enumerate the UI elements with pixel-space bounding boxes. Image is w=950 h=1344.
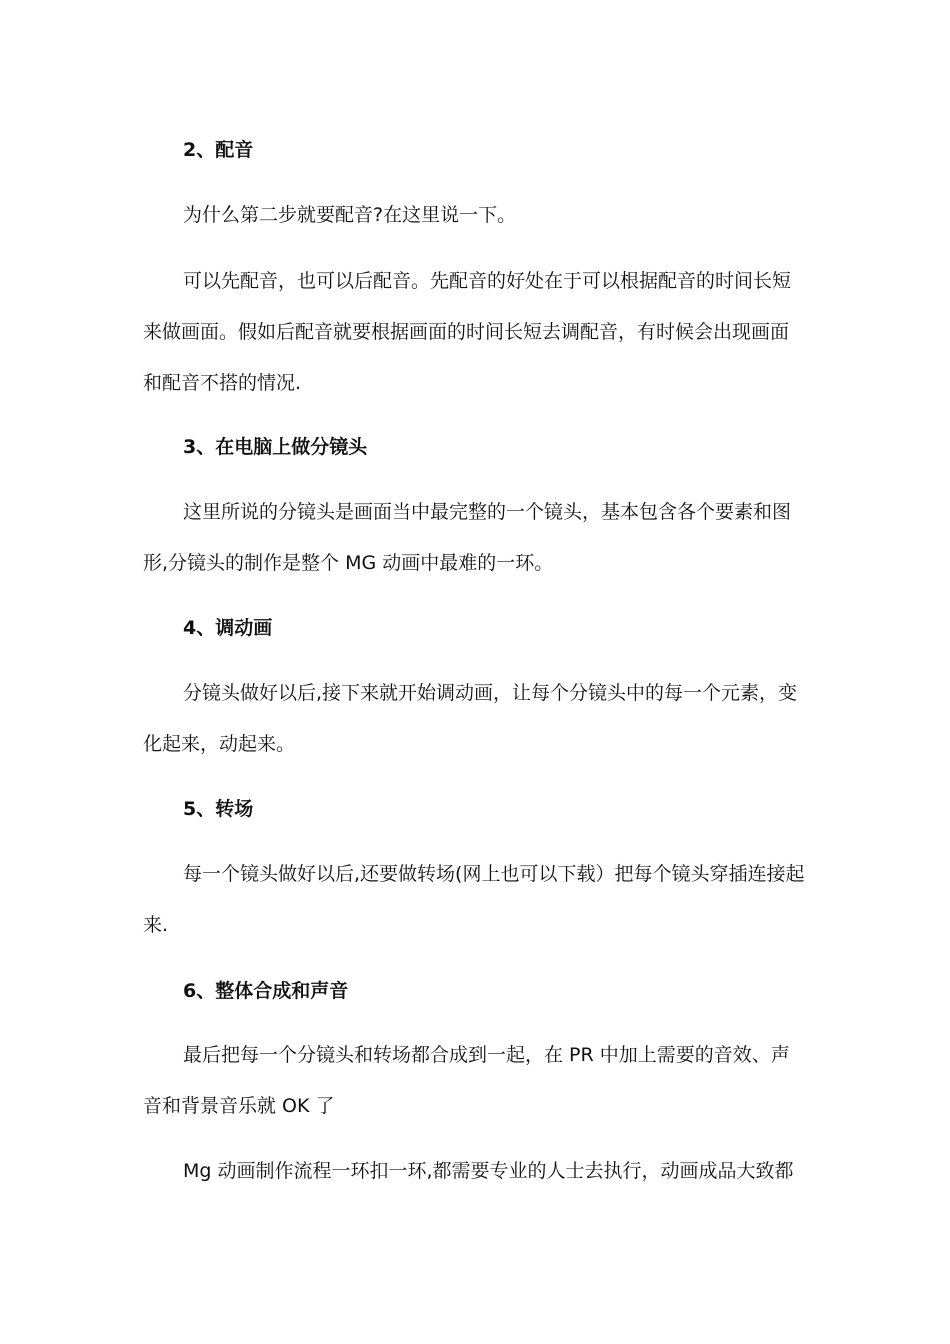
- paragraph-summary: [143, 1146, 807, 1197]
- paragraph-animation: [143, 668, 807, 770]
- section-heading-animation: 4、调动画: [183, 617, 273, 639]
- text-line: 最后把每一个分镜头和转场都合成到一起，在 PR 中加上需要的音效、声: [183, 1044, 790, 1066]
- section-heading-compositing: 6、整体合成和声音: [183, 980, 349, 1002]
- paragraph-storyboard: [143, 487, 807, 589]
- section-heading-transition: 5、转场: [183, 798, 254, 820]
- section-heading-dubbing: 2、配音: [183, 139, 254, 161]
- text-line: 音和背景音乐就 OK 了: [143, 1095, 335, 1117]
- text-line: 这里所说的分镜头是画面当中最完整的一个镜头，基本包含各个要素和图: [183, 501, 792, 523]
- text-line: 化起来，动起来。: [143, 733, 296, 755]
- paragraph-dubbing-why: [143, 190, 807, 241]
- text-line: 形,分镜头的制作是整个 MG 动画中最难的一环。: [143, 552, 554, 574]
- text-line: 为什么第二步就要配音?在这里说一下。: [183, 204, 517, 226]
- text-line: 来.: [143, 914, 169, 936]
- section-heading-storyboard: 3、在电脑上做分镜头: [183, 436, 368, 458]
- paragraph-transition: [143, 849, 807, 951]
- paragraph-compositing: [143, 1030, 807, 1132]
- text-line: Mg 动画制作流程一环扣一环,都需要专业的人士去执行，动画成品大致都: [183, 1160, 794, 1182]
- text-line: 分镜头做好以后,接下来就开始调动画，让每个分镜头中的每一个元素，变: [183, 682, 798, 704]
- text-line: 来做画面。假如后配音就要根据画面的时间长短去调配音，有时候会出现画面: [143, 321, 790, 343]
- text-line: 每一个镜头做好以后,还要做转场(网上也可以下载）把每个镜头穿插连接起: [183, 863, 805, 885]
- text-line: 和配音不搭的情况.: [143, 372, 302, 394]
- paragraph-dubbing-order: [143, 256, 807, 409]
- text-line: 可以先配音，也可以后配音。先配音的好处在于可以根据配音的时间长短: [183, 270, 792, 292]
